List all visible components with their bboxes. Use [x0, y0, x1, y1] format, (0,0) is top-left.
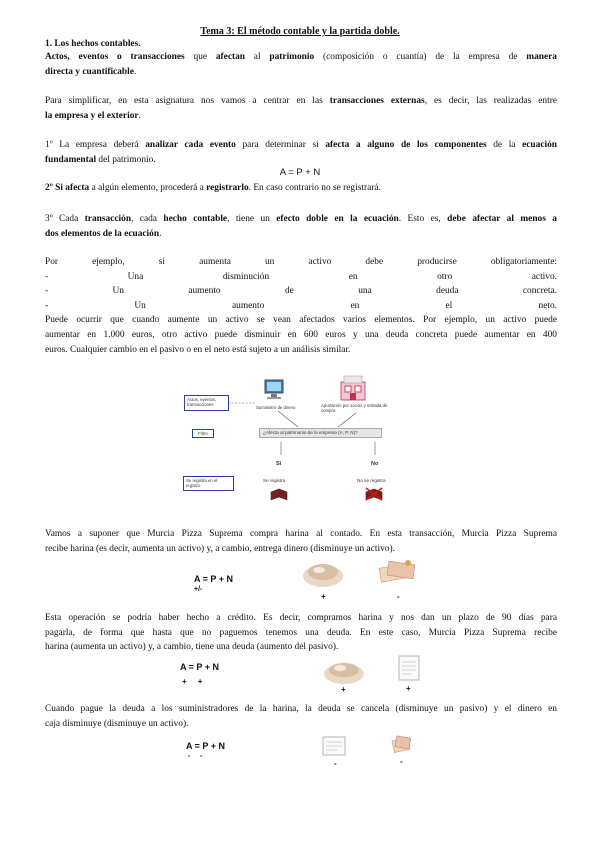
text-run: (composición o cuantía) de la empresa de — [314, 52, 527, 62]
example2-sign-debt: + — [406, 684, 411, 693]
text-line — [45, 228, 557, 241]
text-run: . Esto es, — [398, 214, 448, 224]
bold-run: transacción — [84, 214, 132, 224]
text-run: caja disminuye (disminuye un activo). — [45, 718, 189, 729]
text-line — [45, 314, 557, 327]
example2-equation: A = P + N — [180, 662, 220, 672]
right-item-label: Aportación por socios y retirada de compra — [321, 403, 388, 413]
shop-icon — [338, 374, 368, 402]
flour-icon — [301, 556, 345, 588]
example3-sign-money: - — [400, 757, 403, 766]
bold-run: Actos, eventos o transacciones — [45, 52, 185, 62]
section-heading: 1. Los hechos contables. — [45, 39, 141, 49]
text-run: a algún elemento, procederá a — [89, 183, 207, 193]
text-line — [45, 110, 557, 123]
crossed-book-icon — [365, 487, 383, 501]
example1-sign-money: - — [397, 592, 400, 601]
example2-sign-flour: + — [341, 685, 346, 694]
text-line — [45, 285, 557, 298]
text-run: para determinar si — [235, 140, 326, 150]
bold-run: dos elementos de la ecuación — [45, 228, 160, 239]
text-line — [45, 154, 557, 167]
yes-label: Sí — [276, 461, 282, 467]
text-run: , tiene un — [227, 214, 277, 224]
text-run: Cuando pague la deuda a los suministradores de la harina, la deuda se cancela (disminuye un pasivo) y el dinero en — [45, 704, 557, 714]
bold-run: debe afectar al menos a — [447, 214, 557, 224]
left-result-label: Se registra — [263, 478, 286, 483]
money-icon — [391, 733, 413, 755]
bold-run: ecuación — [522, 140, 557, 150]
text-line — [45, 528, 557, 541]
main-equation: A = P + N — [279, 167, 321, 178]
text-run: . En caso contrario no se registrará. — [248, 183, 381, 193]
bold-run: afecta a alguno de los componentes — [325, 140, 487, 150]
no-label: No — [371, 461, 379, 467]
bold-run: patrimonio — [269, 52, 315, 62]
text-run: euros. Cualquier cambio en el pasivo o en el neto está sujeto a un análisis similar. — [45, 344, 351, 355]
right-result-label: No se registra — [357, 478, 386, 483]
invoice-icon — [321, 735, 347, 757]
text-run: 3º Cada — [45, 214, 85, 224]
text-run: . — [138, 110, 141, 121]
text-run: Esta operación se podría haber hecho a crédito. Es decir, compramos harina y nos dan un plazo de 90 días para — [45, 613, 557, 623]
text-run: recibe harina (es decir, aumenta un activo) y, a cambio, entrega dinero (disminuye un activo). — [45, 543, 395, 554]
text-run: Para simplificar, en esta asignatura nos vamos a centrar en las — [45, 96, 330, 106]
bold-run: analizar cada evento — [145, 140, 236, 150]
text-line — [45, 300, 557, 313]
text-run: Vamos a suponer que Murcia Pizza Suprema compra harina al contado. En esta transacción, Murcia Pizza Suprema — [45, 529, 557, 539]
text-line — [45, 271, 557, 284]
text-line — [45, 612, 557, 625]
text-line — [45, 703, 557, 716]
text-line — [45, 718, 557, 731]
example3-signs: - - — [188, 753, 203, 760]
text-line — [45, 543, 557, 556]
text-line — [45, 51, 557, 64]
bold-run: directa y cuantificable — [45, 66, 134, 77]
diagram-connectors — [228, 400, 428, 490]
text-line — [45, 182, 557, 195]
bold-run: la empresa y el exterior — [45, 110, 139, 121]
example3-equation: A = P + N — [186, 741, 226, 751]
bold-run: transacciones externas — [329, 96, 425, 106]
example1-equation: A = P + N — [194, 574, 234, 584]
text-run: Puede ocurrir que cuando aumente un activo se vean afectados varios elementos. Por ejemplo, un activo puede — [45, 315, 557, 326]
bold-run: afectan — [215, 52, 245, 62]
text-line — [45, 344, 557, 357]
text-run: - Una disminución en otro activo. — [45, 271, 557, 282]
text-run: pagarla, de forma que hasta que no paguemos tenemos una deuda. En este caso, Murcia Pizza Suprema recibe — [45, 627, 557, 638]
text-run: . — [133, 66, 137, 77]
example1-sign-flour: + — [321, 592, 326, 601]
example2-signs: + + — [182, 677, 203, 686]
bold-run: registrarlo — [206, 183, 249, 193]
left-item-label: Suministro de dinero — [256, 405, 296, 410]
text-run: del patrimonio. — [96, 154, 156, 165]
text-line — [45, 627, 557, 640]
box-registro: Se registra en el registro — [183, 476, 234, 491]
computer-icon — [263, 378, 285, 400]
box-actos: Actos, eventos, transacciones — [184, 395, 229, 411]
text-run: , cada — [131, 214, 164, 224]
text-run: aumentar en 1.000 euros, otro activo puede disminuir en 600 euros y una deuda concreta puede aumentar en 400 — [45, 330, 557, 340]
document-title: Tema 3: El método contable y la partida doble. — [200, 26, 400, 37]
money-icon — [378, 558, 418, 584]
box-filtro: Filtro — [192, 429, 214, 438]
text-run: - Un aumento en el neto. — [45, 300, 557, 311]
text-line — [45, 213, 557, 226]
ledger-book-icon — [270, 487, 288, 501]
bold-run: hecho contable — [163, 214, 228, 224]
bold-run: fundamental — [45, 154, 97, 165]
text-run: de la — [486, 140, 523, 150]
text-run: . — [159, 228, 162, 239]
bold-run: 2º Si afecta — [45, 183, 90, 193]
text-run: harina (aumenta un activo) y, a cambio, tiene una deuda (aumento del pasivo). — [45, 642, 339, 653]
bold-run: efecto doble en la ecuación — [276, 214, 399, 224]
text-run: , es decir, las realizadas entre — [424, 96, 557, 106]
text-line — [45, 139, 557, 152]
example1-signs: +/- — [194, 586, 203, 593]
flour-icon — [322, 656, 366, 686]
text-run: que — [193, 52, 216, 62]
question-box — [259, 428, 382, 438]
question-label: ¿Afecta al patrimonio de la empresa (A, P, N)? — [263, 430, 358, 435]
text-run: 1º La empresa deberá — [45, 140, 146, 150]
bold-run: manera — [526, 52, 557, 62]
text-run: Por ejemplo, si aumenta un activo debe producirse obligatoriamente: — [45, 257, 557, 267]
text-line — [45, 256, 557, 269]
example3-sign-debt: - — [334, 759, 337, 768]
text-line — [45, 66, 557, 79]
text-line — [45, 641, 557, 654]
text-line — [45, 95, 557, 108]
text-run: - Un aumento de una deuda concreta. — [45, 286, 557, 297]
invoice-icon — [397, 654, 421, 682]
text-run: al — [245, 52, 270, 62]
text-line — [45, 329, 557, 342]
